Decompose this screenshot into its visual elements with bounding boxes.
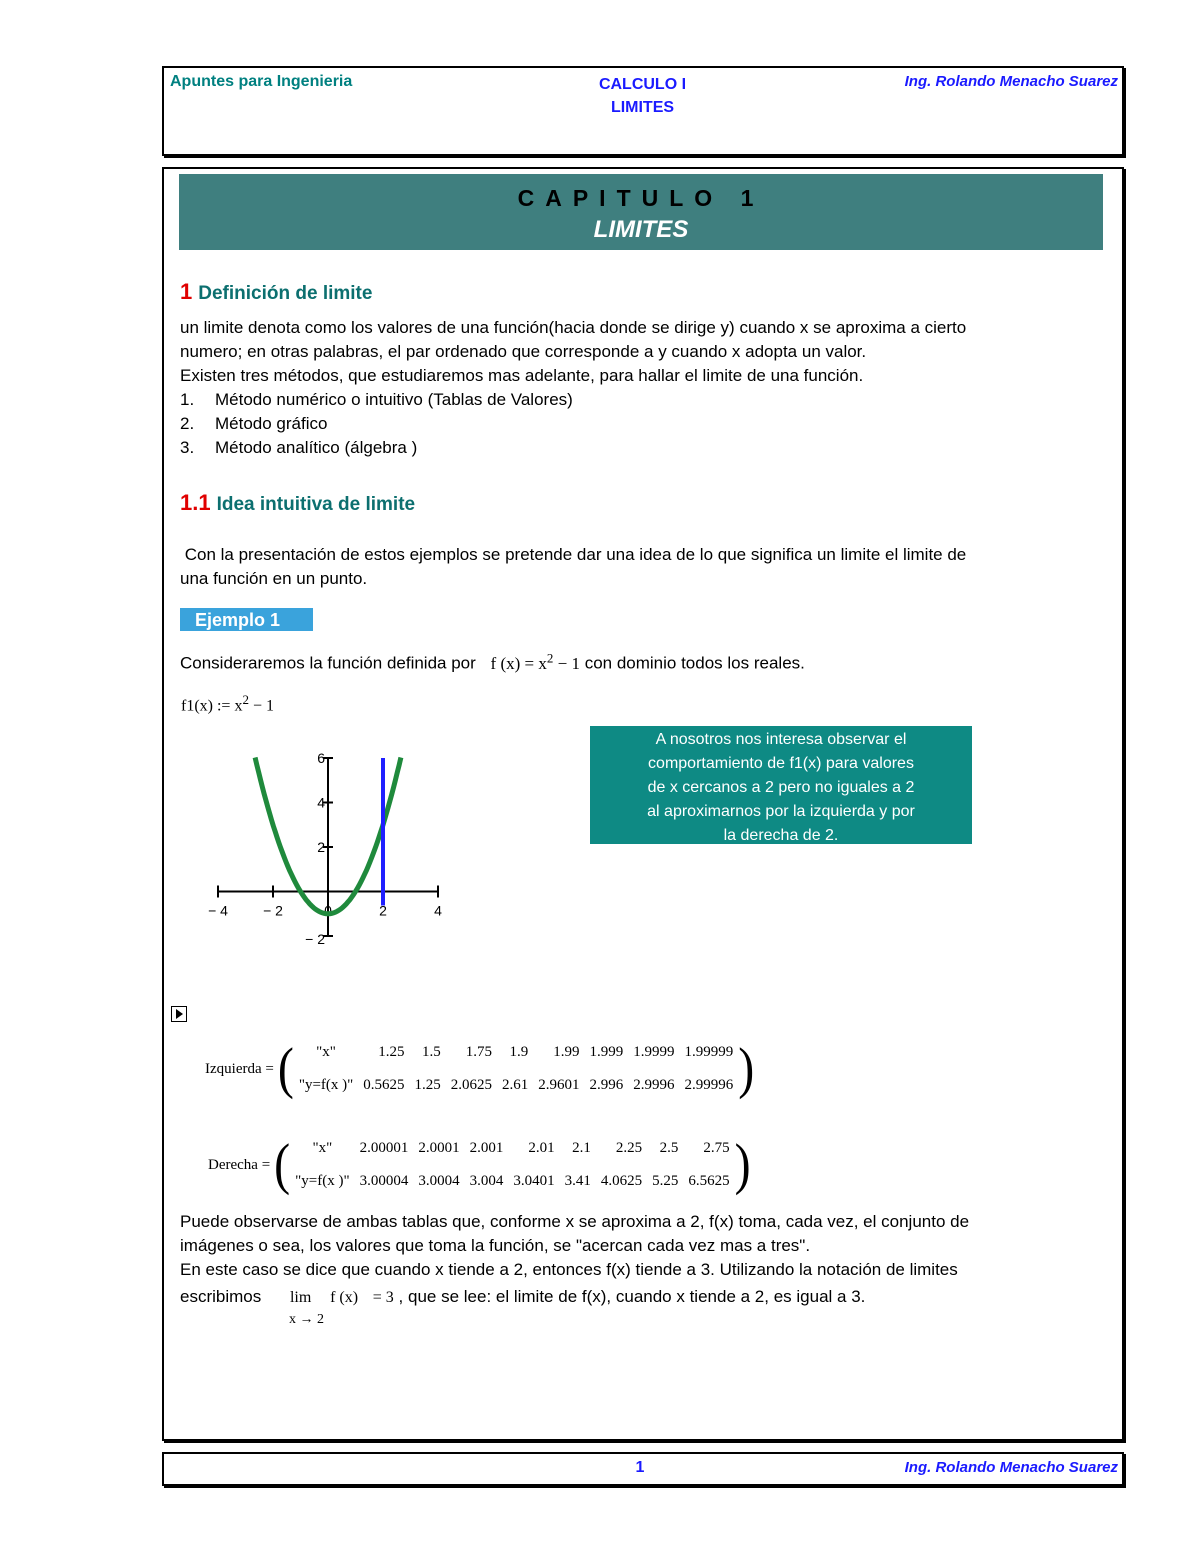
f1-definition: f1(x) := $x^2 - 1$: [181, 692, 274, 715]
lim-function: f (x): [330, 1289, 359, 1306]
table-row: [290, 1165, 734, 1198]
method-item: 2. Método gráfico: [180, 414, 328, 433]
table-label: Izquierda =: [205, 1060, 274, 1077]
chapter-label: CAPITULO 1: [517, 185, 765, 211]
note-line: de x cercanos a 2 pero no iguales a 2: [647, 779, 915, 796]
statement-post: con dominio todos los reales.: [584, 653, 805, 673]
table-cell: 3.0004: [418, 1173, 460, 1189]
header-center: [560, 73, 725, 119]
left-paren: (: [277, 1036, 294, 1101]
left-paren: (: [274, 1132, 291, 1197]
y-tick-label: 6: [317, 750, 325, 766]
section-number: 1.1: [180, 490, 211, 515]
x-tick-label: 2: [379, 902, 387, 919]
table-izquierda: [205, 1036, 754, 1102]
table-cell: 1.75: [465, 1044, 493, 1060]
table-cell: 5.25: [652, 1173, 679, 1189]
y-tick-label: − 2: [305, 931, 325, 947]
y-tick-label: 4: [317, 794, 325, 811]
table-cell: 2.75: [703, 1140, 730, 1156]
table-cell: 2.5: [659, 1140, 679, 1156]
table-cell: "x": [316, 1044, 336, 1060]
table-cell: 1.5: [422, 1044, 441, 1060]
function-expression: f $(x) = x^2 - 1$: [490, 650, 580, 673]
header-course: CALCULO I: [598, 76, 687, 93]
table-cell: 1.99999: [684, 1044, 734, 1060]
method-item: 1. Método numérico o intuitivo (Tablas de Valores): [180, 390, 573, 409]
table-cell: 3.00004: [359, 1173, 409, 1189]
note-line: la derecha de 2.: [723, 827, 839, 844]
table-row: [294, 1069, 738, 1102]
table-cell: 1.9: [509, 1044, 529, 1060]
table-cell: 2.99996: [684, 1077, 734, 1093]
table-cell: 1.25: [414, 1077, 441, 1093]
example-statement: [180, 646, 805, 676]
table-cell: 2.996: [589, 1077, 624, 1093]
definition-line-2: numero; en otras palabras, el par ordenado que corresponde a y cuando x adopta un valor.: [180, 342, 867, 361]
conclusion-line-2: imágenes o sea, los valores que toma la función, se "acercan cada vez mas a tres".: [180, 1236, 811, 1255]
section-1-heading: [180, 279, 372, 305]
conclusion: [180, 1210, 1100, 1282]
note-line: A nosotros nos interesa observar el: [655, 731, 907, 748]
right-paren: ): [738, 1036, 755, 1101]
table-cell: 3.41: [564, 1173, 591, 1189]
header-topic: LIMITES: [610, 99, 675, 116]
lim-value: = 3: [372, 1289, 394, 1306]
table-cell: 2.0001: [418, 1140, 460, 1156]
definition-line-1: un limite denota como los valores de una función(hacia donde se dirige y) cuando x se aproxima a cierto: [180, 318, 967, 337]
conclusion-line-1: Puede observarse de ambas tablas que, conforme x se aproxima a 2, f(x) toma, cada vez, el conjunto de: [180, 1212, 970, 1231]
table-label: Derecha =: [208, 1156, 271, 1173]
section-1-1-heading: [180, 490, 415, 516]
section-title: Idea intuitiva de limite: [216, 494, 416, 515]
izquierda-matrix: [294, 1036, 738, 1102]
conclusion-line-3: En este caso se dice que cuando x tiende a 2, entonces f(x) tiende a 3. Utilizando la notación de limites: [180, 1260, 958, 1279]
x-tick-label: 4: [434, 902, 442, 919]
table-cell: 1.999: [589, 1044, 624, 1060]
lim-symbol: lim: [289, 1289, 312, 1306]
table-cell: 2.1: [572, 1140, 591, 1156]
method-item: 3. Método analítico (álgebra ): [180, 438, 418, 457]
section-1-1-body: [180, 543, 1100, 591]
intro-line-1: Con la presentación de estos ejemplos se pretende dar una idea de lo que significa un limite el limite de: [180, 545, 967, 564]
table-row: [290, 1132, 734, 1165]
observation-note: [590, 726, 972, 844]
note-line: al aproximarnos por la izquierda y por: [647, 803, 915, 820]
x-tick-label: − 2: [263, 902, 283, 919]
limit-pre: escribimos: [180, 1287, 262, 1306]
lim-subscript: x → 2: [289, 1312, 324, 1327]
table-cell: 0.5625: [363, 1077, 405, 1093]
section-title: Definición de limite: [198, 283, 373, 304]
table-cell: "y=f(x )": [298, 1077, 354, 1093]
table-cell: "x": [312, 1140, 333, 1156]
table-cell: 2.001: [469, 1140, 504, 1156]
x-tick-label: − 4: [208, 902, 228, 919]
table-cell: 2.25: [615, 1140, 643, 1156]
footer-author: Ing. Rolando Menacho Suarez: [904, 1459, 1118, 1476]
x-tick-label: 0: [324, 902, 332, 919]
table-cell: 2.9601: [538, 1077, 580, 1093]
note-line: comportamiento de f1(x) para valores: [648, 755, 914, 772]
table-cell: 1.9999: [633, 1044, 675, 1060]
example-label: Ejemplo 1: [180, 608, 313, 631]
header-author: Ing. Rolando Menacho Suarez: [904, 73, 1118, 90]
table-cell: 1.25: [378, 1044, 405, 1060]
methods-intro: Existen tres métodos, que estudiaremos mas adelante, para hallar el limite de una función.: [180, 366, 864, 385]
table-derecha: [208, 1132, 751, 1198]
table-cell: 2.9996: [633, 1077, 675, 1093]
right-paren: ): [734, 1132, 751, 1197]
section-number: 1: [180, 279, 193, 304]
table-cell: 2.01: [528, 1140, 555, 1156]
table-cell: 2.00001: [359, 1140, 409, 1156]
section-1-body: [180, 316, 1100, 460]
table-cell: 2.61: [502, 1077, 529, 1093]
table-cell: 4.0625: [600, 1173, 643, 1189]
table-cell: "y=f(x )": [295, 1173, 350, 1189]
limit-statement: [180, 1285, 865, 1310]
intro-line-2: una función en un punto.: [180, 569, 368, 588]
table-cell: 6.5625: [688, 1173, 730, 1189]
table-cell: 1.99: [553, 1044, 580, 1060]
table-cell: 2.0625: [450, 1077, 493, 1093]
header-left: Apuntes para Ingenieria: [170, 73, 353, 90]
statement-pre: Consideraremos la función definida por: [180, 653, 476, 673]
derecha-matrix: [290, 1132, 734, 1198]
expand-region-button[interactable]: [171, 1006, 187, 1022]
function-graph: [200, 740, 460, 950]
y-tick-label: 2: [317, 839, 325, 855]
table-row: [294, 1036, 738, 1069]
page-number: 1: [635, 1459, 645, 1476]
limit-post: , que se lee: el limite de f(x), cuando x tiende a 2, es igual a 3.: [398, 1287, 866, 1306]
chapter-banner: [179, 174, 1103, 250]
chapter-title: LIMITES: [593, 216, 689, 243]
table-cell: 3.0401: [513, 1173, 555, 1189]
table-cell: 3.004: [469, 1173, 504, 1189]
